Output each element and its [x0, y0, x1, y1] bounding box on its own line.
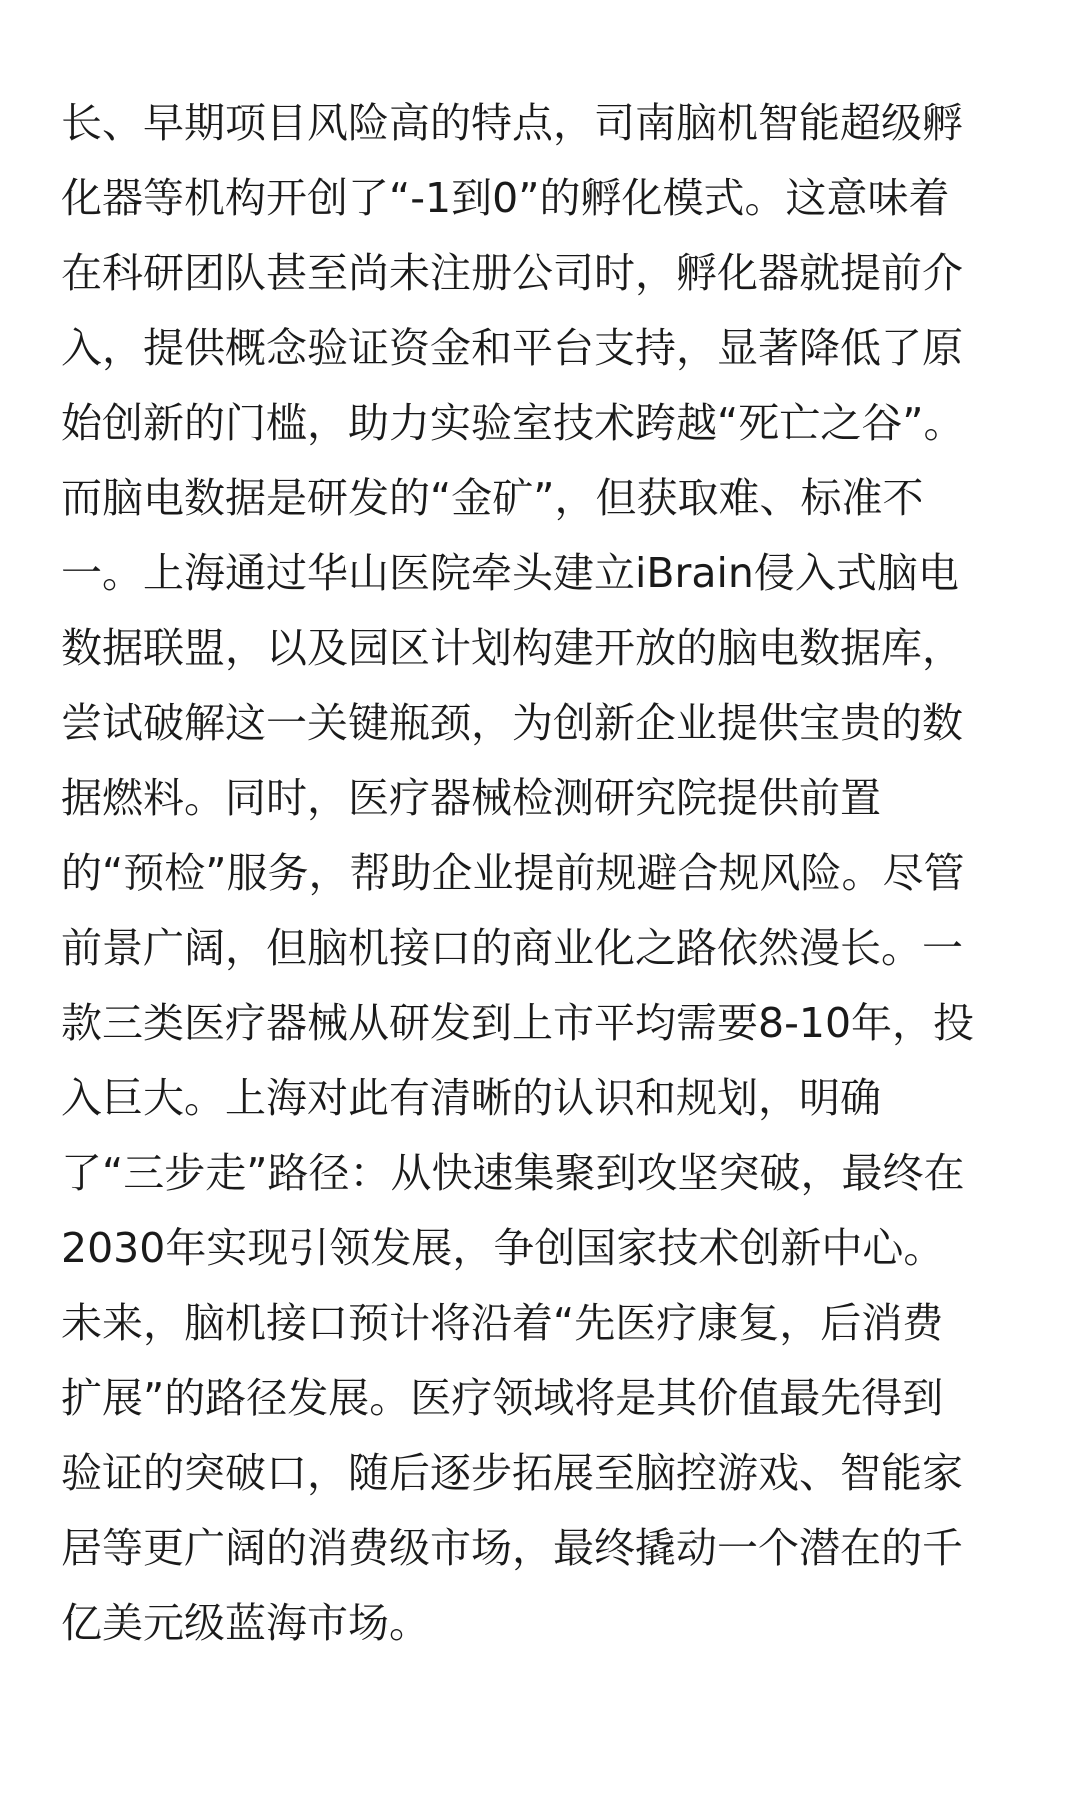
text-line-5: 始创新的门槛，助力实验室技术跨越“死亡之谷”。	[61, 399, 965, 447]
text-line-18: 扩展”的路径发展。医疗领域将是其价值最先得到	[61, 1374, 944, 1422]
text-line-4: 入，提供概念验证资金和平台支持，显著降低了原	[61, 324, 963, 372]
text-line-8: 数据联盟，以及园区计划构建开放的脑电数据库，	[61, 624, 963, 672]
text-line-6: 而脑电数据是研发的“金矿”，但获取难、标准不	[61, 474, 924, 522]
text-line-9: 尝试破解这一关键瓶颈，为创新企业提供宝贵的数	[61, 699, 963, 747]
text-line-13: 款三类医疗器械从研发到上市平均需要8-10年，投	[61, 999, 975, 1047]
text-line-21: 亿美元级蓝海市场。	[61, 1599, 430, 1647]
text-line-12: 前景广阔，但脑机接口的商业化之路依然漫长。一	[61, 924, 963, 972]
text-line-11: 的“预检”服务，帮助企业提前规避合规风险。尽管	[61, 849, 965, 897]
text-line-15: 了“三步走”路径：从快速集聚到攻坚突破，最终在	[61, 1149, 965, 1197]
text-line-20: 居等更广阔的消费级市场，最终撬动一个潜在的千	[61, 1524, 963, 1572]
text-line-16: 2030年实现引领发展，争创国家技术创新中心。	[61, 1224, 945, 1272]
text-line-7: 一。上海通过华山医院牵头建立iBrain侵入式脑电	[61, 549, 959, 597]
text-line-14: 入巨大。上海对此有清晰的认识和规划，明确	[61, 1074, 881, 1122]
text-line-17: 未来，脑机接口预计将沿着“先医疗康复，后消费	[61, 1299, 944, 1347]
text-line-10: 据燃料。同时，医疗器械检测研究院提供前置	[61, 774, 881, 822]
text-line-1: 长、早期项目风险高的特点，司南脑机智能超级孵	[61, 99, 963, 147]
text-line-2: 化器等机构开创了“-1到0”的孵化模式。这意味着	[61, 174, 950, 222]
text-line-3: 在科研团队甚至尚未注册公司时，孵化器就提前介	[61, 249, 963, 297]
text-line-19: 验证的突破口，随后逐步拓展至脑控游戏、智能家	[61, 1449, 963, 1497]
article-body	[61, 86, 1021, 1661]
